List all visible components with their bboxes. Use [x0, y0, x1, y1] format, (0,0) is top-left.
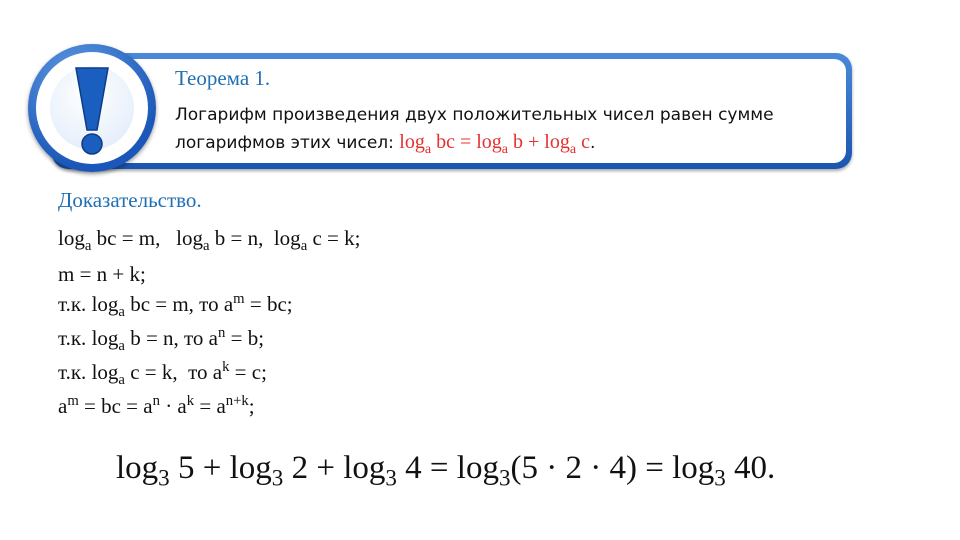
theorem-formula: $\log_a$ bc = $\log_a b + \log_a c$	[399, 131, 590, 157]
proof-step-5: т.к. $\log_a c = k$, то $a^k = c$;	[58, 359, 267, 389]
exclamation-icon	[36, 52, 148, 164]
theorem-line-2: логарифмов этих чисел:	[175, 133, 400, 153]
proof-step-4: т.к. $\log_a b = n$, то $a^n = b$;	[58, 325, 265, 355]
theorem-title: Теорема 1.	[175, 66, 271, 90]
example-equation: $\log_3 5 + \log_3 2 + \log_3 4 = \log_3(5 \cdot 2 \cdot 4) = \log_3 40$.	[116, 450, 776, 491]
proof-step-3: т.к. $\log_a$ bc = m, то $a^m$ = bc;	[58, 291, 293, 321]
proof-step-1: $\log_a$ bc = m, $\log_a b = n$, $\log_a c = k$;	[58, 226, 361, 255]
exclamation-badge	[28, 44, 156, 172]
badge-ring	[36, 52, 148, 164]
proof-title: Доказательство.	[58, 188, 202, 212]
theorem-text	[175, 102, 835, 157]
theorem-line-1: Логарифм произведения двух положительных чисел равен сумме	[175, 105, 774, 125]
proof-step-2: m = n + k;	[58, 262, 146, 286]
proof-step-6: $a^m$ = bc = $a^n \cdot a^k = a^{n+k}$;	[58, 393, 255, 418]
theorem-end: .	[589, 133, 596, 153]
